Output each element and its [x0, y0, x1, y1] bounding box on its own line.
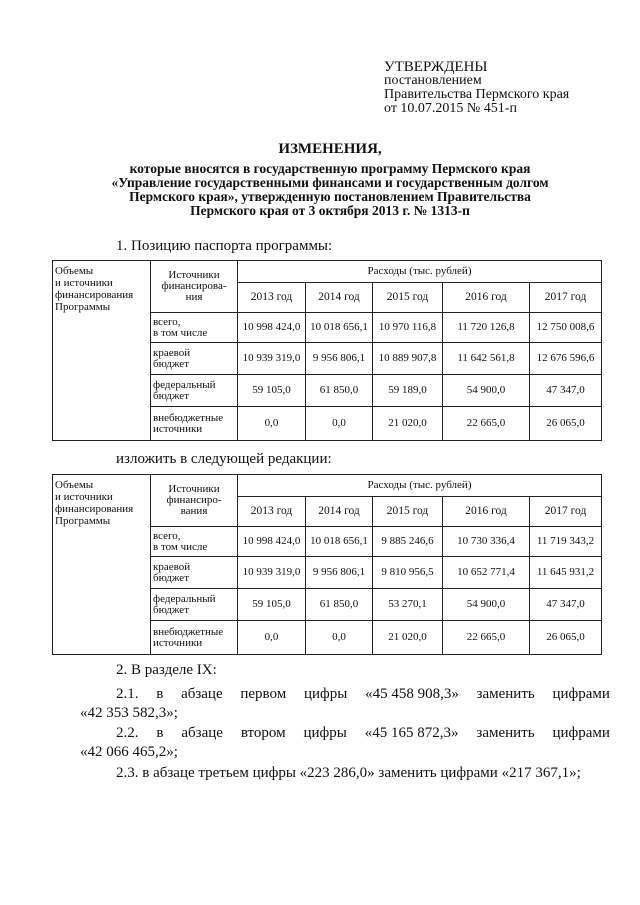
year-header: 2016 год: [443, 497, 530, 527]
table-row: всего, в том числе 10 998 424,0 10 018 656,1 9 885 246,6 10 730 336,4 11 719 343,2: [53, 527, 602, 557]
document-title: ИЗМЕНЕНИЯ,: [278, 141, 382, 157]
financing-table-old: [52, 260, 602, 441]
subtitle-line: Пермского края», утвержденную постановлением Правительства: [129, 189, 531, 204]
table-row: всего, в том числе 10 998 424,0 10 018 656,1 10 970 116,8 11 720 126,8 12 750 008,6: [53, 313, 602, 343]
subtitle-line: «Управление государственными финансами и государственным долгом: [111, 175, 549, 190]
table-label-cell: Объемы и источники финансирования Программы: [53, 475, 151, 655]
year-header: 2015 год: [373, 283, 443, 313]
item-2-2-line1: 2.2. в абзаце втором цифры «45 165 872,3» заменить цифрами: [116, 725, 610, 741]
approval-block: [384, 60, 624, 116]
table-row: краевой бюджет 10 939 319,0 9 956 806,1 9 810 956,5 10 652 771,4 11 645 931,2: [53, 557, 602, 589]
table-row: федеральный бюджет 59 105,0 61 850,0 53 270,1 54 900,0 47 347,0: [53, 589, 602, 621]
subtitle-line: Пермского края от 3 октября 2013 г. № 1313-п: [190, 203, 470, 218]
approval-title: УТВЕРЖДЕНЫ: [384, 59, 488, 75]
approval-line: постановлением: [384, 73, 482, 88]
expenses-header: Расходы (тыс. рублей): [238, 261, 602, 283]
item-2-1-line2: «42 353 582,3»;: [80, 705, 178, 721]
year-header: 2016 год: [443, 283, 530, 313]
year-header: 2013 год: [238, 497, 306, 527]
table-row: федеральный бюджет 59 105,0 61 850,0 59 189,0 54 900,0 47 347,0: [53, 375, 602, 407]
financing-table-new: [52, 474, 602, 655]
item-2-2-line2: «42 066 465,2»;: [80, 744, 178, 760]
item-2-1-line1: 2.1. в абзаце первом цифры «45 458 908,3» заменить цифрами: [116, 686, 610, 702]
document-subtitle: [60, 162, 600, 218]
item-2-3: 2.3. в абзаце третьем цифры «223 286,0» заменить цифрами «217 367,1»;: [116, 765, 581, 781]
expenses-header: Расходы (тыс. рублей): [238, 475, 602, 497]
year-header: 2013 год: [238, 283, 306, 313]
year-header: 2017 год: [530, 497, 602, 527]
approval-date: от 10.07.2015 № 451-п: [384, 101, 517, 116]
table-row: краевой бюджет 10 939 319,0 9 956 806,1 10 889 907,8 11 642 561,8 12 676 596,6: [53, 343, 602, 375]
year-header: 2014 год: [306, 497, 373, 527]
year-header: 2017 год: [530, 283, 602, 313]
subtitle-line: которые вносятся в государственную программу Пермского края: [129, 161, 531, 176]
item-1-after: изложить в следующей редакции:: [116, 451, 332, 467]
table-row: внебюджетные источники 0,0 0,0 21 020,0 22 665,0 26 065,0: [53, 621, 602, 655]
year-header: 2014 год: [306, 283, 373, 313]
sources-header: Источники финансиро- вания: [151, 475, 238, 527]
item-2: 2. В разделе IX:: [116, 662, 217, 678]
year-header: 2015 год: [373, 497, 443, 527]
sources-header: Источники финансирова- ния: [151, 261, 238, 313]
table-row: внебюджетные источники 0,0 0,0 21 020,0 22 665,0 26 065,0: [53, 407, 602, 441]
item-1: 1. Позицию паспорта программы:: [116, 238, 333, 254]
approval-line: Правительства Пермского края: [384, 87, 570, 102]
table-label-cell: Объемы и источники финансирования Программы: [53, 261, 151, 441]
